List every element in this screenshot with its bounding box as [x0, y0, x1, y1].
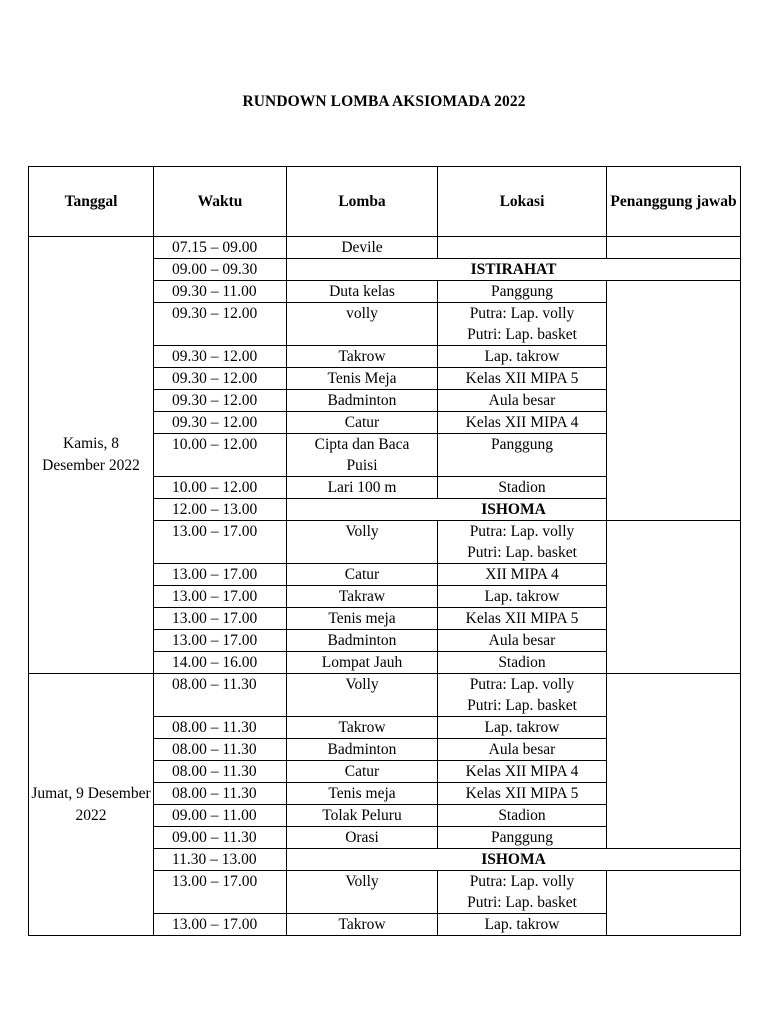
waktu-cell: 09.30 – 12.00: [154, 412, 287, 434]
waktu-cell: 09.30 – 12.00: [154, 368, 287, 390]
lomba-cell: Badminton: [287, 739, 438, 761]
date-cell: Kamis, 8 Desember 2022: [29, 237, 154, 674]
lokasi-cell: Lap. takrow: [438, 346, 607, 368]
lomba-cell: Volly: [287, 521, 438, 564]
waktu-cell: 13.00 – 17.00: [154, 608, 287, 630]
page-title: RUNDOWN LOMBA AKSIOMADA 2022: [242, 93, 526, 110]
rundown-table: [28, 166, 741, 936]
break-cell: ISHOMA: [287, 849, 741, 871]
header-penanggung-jawab: Penanggung jawab: [607, 167, 741, 237]
lomba-cell: Lari 100 m: [287, 477, 438, 499]
pj-cell: [607, 237, 741, 259]
lomba-cell: Volly: [287, 871, 438, 914]
lomba-cell: Tenis Meja: [287, 368, 438, 390]
lomba-cell: Takrow: [287, 346, 438, 368]
waktu-cell: 13.00 – 17.00: [154, 564, 287, 586]
waktu-cell: 09.30 – 12.00: [154, 303, 287, 346]
lokasi-line: Putra: Lap. volly: [469, 873, 575, 890]
waktu-cell: 08.00 – 11.30: [154, 739, 287, 761]
lomba-cell: Takraw: [287, 586, 438, 608]
lokasi-cell: Stadion: [438, 652, 607, 674]
waktu-cell: 08.00 – 11.30: [154, 717, 287, 739]
lokasi-cell: XII MIPA 4: [438, 564, 607, 586]
lokasi-line: Putri: Lap. basket: [467, 894, 577, 911]
lokasi-cell: Aula besar: [438, 630, 607, 652]
lokasi-cell: Kelas XII MIPA 5: [438, 368, 607, 390]
lomba-cell: Lompat Jauh: [287, 652, 438, 674]
lokasi-line: Putra: Lap. volly: [469, 305, 575, 322]
lokasi-cell: [438, 521, 607, 564]
lomba-cell: Orasi: [287, 827, 438, 849]
waktu-cell: 08.00 – 11.30: [154, 674, 287, 717]
lomba-cell: Tenis meja: [287, 608, 438, 630]
lomba-line: Cipta dan Baca: [314, 436, 410, 453]
lokasi-cell: [438, 303, 607, 346]
lokasi-line: Putri: Lap. basket: [467, 544, 577, 561]
waktu-cell: 13.00 – 17.00: [154, 871, 287, 914]
lomba-cell: Volly: [287, 674, 438, 717]
lokasi-line: Putri: Lap. basket: [467, 326, 577, 343]
lokasi-cell: Kelas XII MIPA 5: [438, 608, 607, 630]
lokasi-cell: Aula besar: [438, 390, 607, 412]
lokasi-cell: Aula besar: [438, 739, 607, 761]
lomba-cell: Tenis meja: [287, 783, 438, 805]
lomba-cell: Devile: [287, 237, 438, 259]
waktu-cell: 10.00 – 12.00: [154, 434, 287, 477]
waktu-cell: 08.00 – 11.30: [154, 761, 287, 783]
lomba-cell: volly: [287, 303, 438, 346]
waktu-cell: 09.30 – 11.00: [154, 281, 287, 303]
date-cell: Jumat, 9 Desember 2022: [29, 674, 154, 936]
waktu-cell: 13.00 – 17.00: [154, 521, 287, 564]
break-cell: ISHOMA: [287, 499, 741, 521]
lomba-cell: Catur: [287, 564, 438, 586]
lomba-cell: Badminton: [287, 390, 438, 412]
waktu-cell: 13.00 – 17.00: [154, 914, 287, 936]
waktu-cell: 09.00 – 09.30: [154, 259, 287, 281]
waktu-cell: 09.30 – 12.00: [154, 390, 287, 412]
lokasi-cell: Lap. takrow: [438, 586, 607, 608]
lokasi-line: Putra: Lap. volly: [469, 523, 575, 540]
waktu-cell: 13.00 – 17.00: [154, 586, 287, 608]
lokasi-cell: Stadion: [438, 477, 607, 499]
lokasi-cell: Kelas XII MIPA 4: [438, 761, 607, 783]
waktu-cell: 09.00 – 11.00: [154, 805, 287, 827]
header-lomba: Lomba: [287, 167, 438, 237]
lokasi-cell: Panggung: [438, 827, 607, 849]
waktu-cell: 09.30 – 12.00: [154, 346, 287, 368]
waktu-cell: 07.15 – 09.00: [154, 237, 287, 259]
pj-cell: [607, 674, 741, 849]
waktu-cell: 12.00 – 13.00: [154, 499, 287, 521]
pj-cell: [607, 521, 741, 674]
header-row: [29, 167, 741, 237]
lomba-cell: Duta kelas: [287, 281, 438, 303]
lomba-cell: Takrow: [287, 717, 438, 739]
lokasi-cell: Panggung: [438, 434, 607, 477]
lokasi-cell: Kelas XII MIPA 5: [438, 783, 607, 805]
lokasi-line: Putri: Lap. basket: [467, 697, 577, 714]
lomba-cell: Catur: [287, 412, 438, 434]
header-lokasi: Lokasi: [438, 167, 607, 237]
table-row: [29, 237, 741, 259]
lokasi-cell: Lap. takrow: [438, 914, 607, 936]
table-row: [29, 674, 741, 717]
pj-cell: [607, 871, 741, 936]
lokasi-cell: Lap. takrow: [438, 717, 607, 739]
lomba-line: Puisi: [346, 457, 378, 474]
lokasi-cell: Panggung: [438, 281, 607, 303]
lokasi-cell: Stadion: [438, 805, 607, 827]
lokasi-cell: [438, 674, 607, 717]
waktu-cell: 13.00 – 17.00: [154, 630, 287, 652]
lokasi-cell: [438, 237, 607, 259]
pj-cell: [607, 281, 741, 521]
waktu-cell: 08.00 – 11.30: [154, 783, 287, 805]
waktu-cell: 10.00 – 12.00: [154, 477, 287, 499]
lomba-cell: Catur: [287, 761, 438, 783]
header-waktu: Waktu: [154, 167, 287, 237]
header-tanggal: Tanggal: [29, 167, 154, 237]
lomba-cell: Badminton: [287, 630, 438, 652]
waktu-cell: 11.30 – 13.00: [154, 849, 287, 871]
break-cell: ISTIRAHAT: [287, 259, 741, 281]
lomba-cell: Tolak Peluru: [287, 805, 438, 827]
lokasi-cell: [438, 871, 607, 914]
lomba-cell: Takrow: [287, 914, 438, 936]
lokasi-line: Putra: Lap. volly: [469, 676, 575, 693]
lokasi-cell: Kelas XII MIPA 4: [438, 412, 607, 434]
lomba-cell: [287, 434, 438, 477]
waktu-cell: 09.00 – 11.30: [154, 827, 287, 849]
waktu-cell: 14.00 – 16.00: [154, 652, 287, 674]
